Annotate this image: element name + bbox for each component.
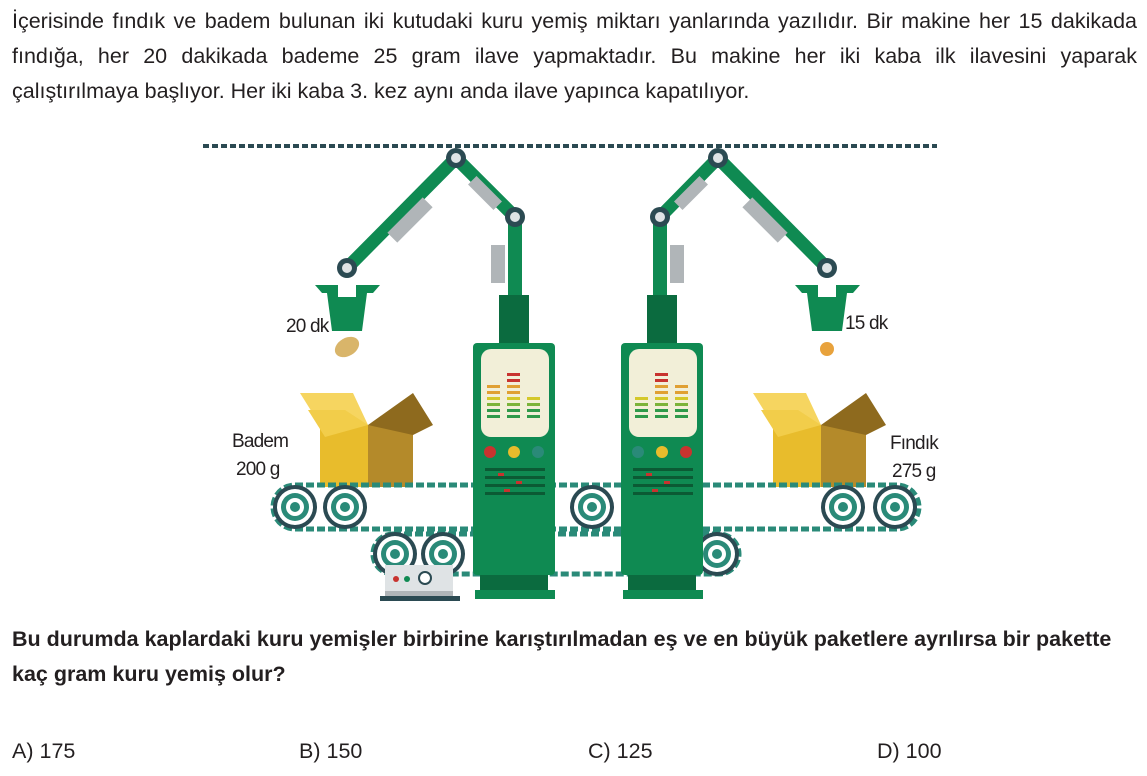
option-b[interactable]	[299, 734, 362, 769]
hazelnut-box	[753, 393, 886, 487]
option-a-value: 175	[39, 739, 76, 763]
option-d-letter: D)	[877, 739, 900, 763]
option-b-letter: B)	[299, 739, 321, 763]
right-arm-time-label: 15 dk	[845, 313, 888, 334]
top-conveyor	[273, 485, 919, 529]
option-c-value: 125	[616, 739, 653, 763]
option-a[interactable]	[12, 734, 75, 769]
left-box-amount-label: 200 g	[236, 459, 280, 480]
left-box-name-label: Badem	[232, 431, 289, 452]
right-box-name-label: Fındık	[890, 433, 938, 454]
control-box	[380, 565, 460, 601]
left-machine	[473, 295, 555, 599]
left-robot-arm	[315, 148, 525, 361]
option-d[interactable]	[877, 734, 942, 769]
option-b-value: 150	[326, 739, 363, 763]
machine-illustration	[195, 135, 945, 610]
right-machine	[621, 295, 703, 599]
right-robot-arm	[650, 148, 860, 356]
almond-box	[300, 393, 433, 487]
left-arm-time-label: 20 dk	[286, 316, 329, 337]
problem-intro: İçerisinde fındık ve badem bulunan iki kutudaki kuru yemiş miktarı yanlarında yazılıdır. Bir makine her 15 dakikada fındığa, her 20 dakikada bademe 25 gram ilave yapmaktadır. Bu makine her iki kaba ilk ilavesini yaparak çalıştırılmaya başlıyor. Her iki kaba 3. kez aynı anda ilave yapınca kapatılıyor.	[12, 9, 1137, 103]
option-c[interactable]	[588, 734, 653, 769]
option-d-value: 100	[905, 739, 942, 763]
option-c-letter: C)	[588, 739, 611, 763]
right-box-amount-label: 275 g	[892, 461, 936, 482]
question-text: Bu durumda kaplardaki kuru yemişler birbirine karıştırılmadan eş ve en büyük paketlere ayrılırsa bir pakette kaç gram kuru yemiş olur?	[12, 627, 1112, 686]
option-a-letter: A)	[12, 739, 34, 763]
